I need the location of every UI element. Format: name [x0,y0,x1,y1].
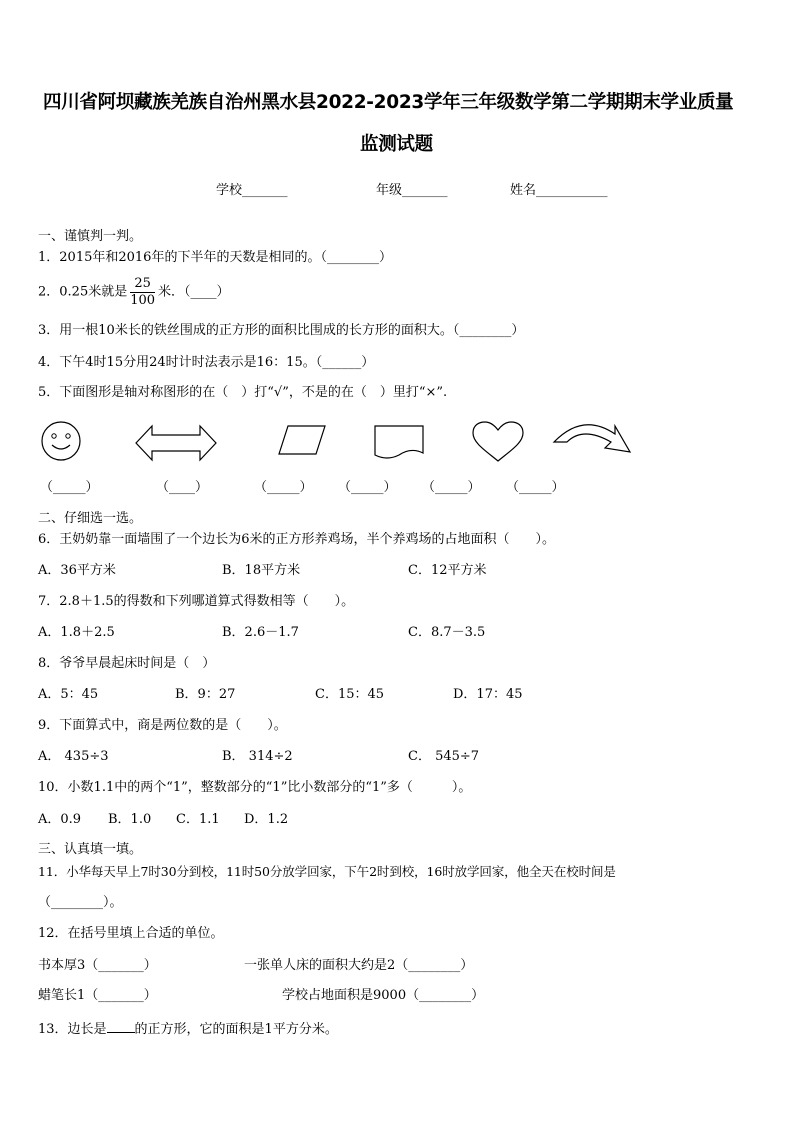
section-heading-3: 三、认真填一填。 [38,842,143,857]
option-c[interactable]: C．8.7－3.5 [408,625,486,640]
question-8: 8．爷爷早晨起床时间是（ ） [38,656,216,671]
section-heading-2: 二、仔细选一选。 [38,511,143,526]
answer-blank[interactable]: （_____） [254,480,313,495]
answer-blank[interactable]: （_____） [422,480,481,495]
question-5: 5．下面图形是轴对称图形的在（ ）打“√”，不是的在（ ）里打“×”. [38,385,448,400]
double-arrow-icon [135,424,217,462]
question-13 [38,1019,338,1038]
fraction-denominator: 100 [130,293,156,308]
page-title-line1: 四川省阿坝藏族羌族自治州黑水县2022-2023学年三年级数学第二学期期末学业质量 [43,92,734,113]
option-b[interactable]: B． 314÷2 [222,749,293,764]
question-7: 7．2.8＋1.5的得数和下列哪道算式得数相等（ ）。 [38,594,355,609]
question-13-tail: 的正方形，它的面积是1平方分米。 [134,1022,338,1037]
parallelogram-icon [278,425,326,455]
option-b[interactable]: B．2.6－1.7 [222,625,299,640]
question-2-text: 2．0.25米就是 [38,284,128,300]
answer-blank[interactable]: （_____） [506,480,565,495]
option-a[interactable]: A．1.8＋2.5 [38,625,115,640]
answer-blank[interactable]: （____） [156,480,209,495]
question-12-item[interactable]: 蜡笔长1（_______） [38,988,157,1003]
question-13-text: 13．边长是 [38,1022,107,1037]
question-11-answer[interactable]: （________）。 [38,895,123,910]
question-2-tail: 米．（____） [158,284,230,300]
option-b[interactable]: B．9：27 [175,687,236,702]
question-12-item[interactable]: 一张单人床的面积大约是2（________） [244,958,474,973]
option-d[interactable]: D．17：45 [453,687,523,702]
section-heading-1: 一、谨慎判一判。 [38,229,143,244]
curved-arrow-icon [553,418,631,458]
grade-field: 年级_______ [376,183,448,198]
option-c[interactable]: C．1.1 [176,812,220,827]
question-12: 12．在括号里填上合适的单位。 [38,926,224,941]
question-11: 11．小华每天早上7时30分到校，11时50分放学回家，下午2时到校，16时放学回家，他全天在校时间是 [38,864,616,879]
fraction-numerator: 25 [130,276,155,293]
option-c[interactable]: C．15：45 [315,687,385,702]
option-b[interactable]: B．18平方米 [222,563,301,578]
question-9: 9．下面算式中，商是两位数的是（ ）。 [38,718,287,733]
heart-icon [472,421,524,463]
question-3: 3．用一根10米长的铁丝围成的正方形的面积比围成的长方形的面积大。（________） [38,323,525,338]
question-12-item[interactable]: 学校占地面积是9000（________） [282,988,485,1003]
fraction [130,276,155,309]
option-a[interactable]: A．36平方米 [38,563,116,578]
answer-blank[interactable]: （_____） [338,480,397,495]
school-field: 学校_______ [216,183,288,198]
option-c[interactable]: C． 545÷7 [408,749,480,764]
name-field: 姓名___________ [510,183,608,198]
question-6: 6．王奶奶靠一面墙围了一个边长为6米的正方形养鸡场，半个养鸡场的占地面积（ ）。 [38,532,556,547]
option-a[interactable]: A．0.9 [38,812,82,827]
page-title-line2: 监测试题 [360,134,433,155]
answer-line[interactable] [107,1019,135,1033]
smiley-face-icon [40,420,82,462]
option-a[interactable]: A． 435÷3 [38,749,109,764]
option-a[interactable]: A．5：45 [38,687,99,702]
question-2 [38,276,230,309]
question-4: 4．下午4时15分用24时计时法表示是16：15。（______） [38,355,375,370]
question-10: 10．小数1.1中的两个“1”，整数部分的“1”比小数部分的“1”多（ ）。 [38,780,472,795]
option-c[interactable]: C．12平方米 [408,563,487,578]
answer-blank[interactable]: （_____） [40,480,99,495]
option-b[interactable]: B．1.0 [108,812,152,827]
question-12-item[interactable]: 书本厚3（_______） [38,958,157,973]
option-d[interactable]: D．1.2 [244,812,289,827]
question-1: 1．2015年和2016年的下半年的天数是相同的。（________） [38,250,392,265]
wave-flag-icon [374,425,424,461]
